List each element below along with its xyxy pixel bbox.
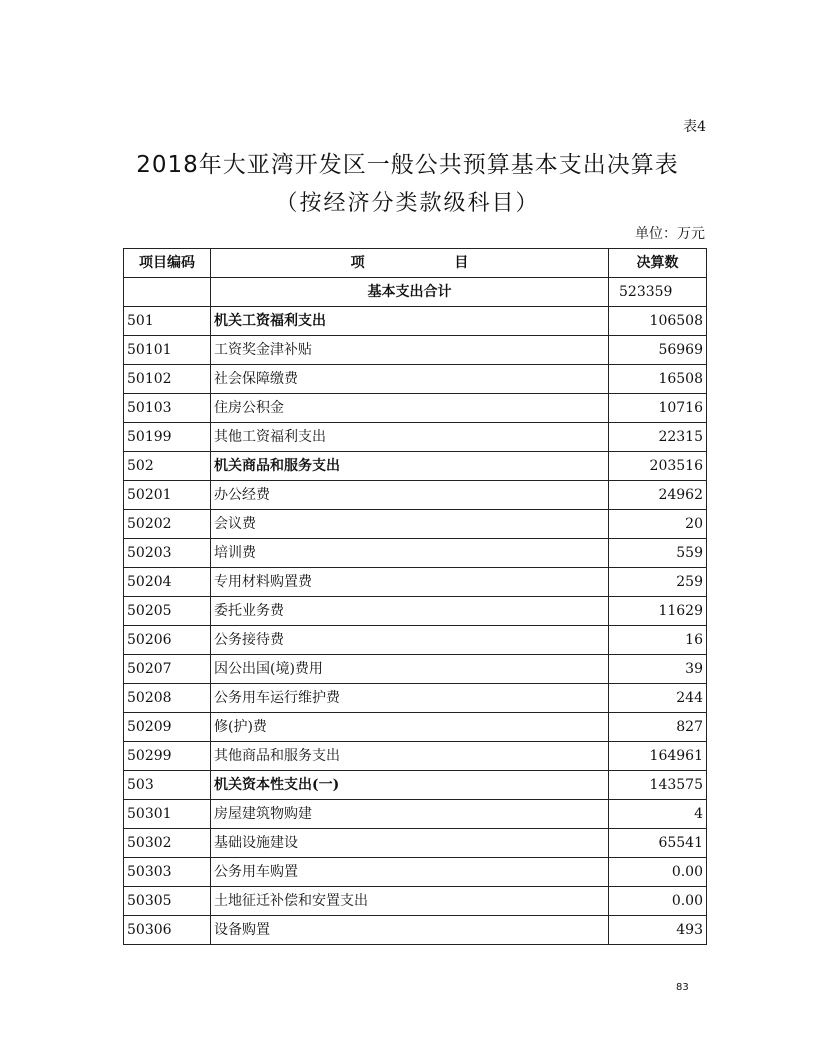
row-amount: 22315 (609, 423, 707, 452)
table-row (124, 539, 707, 568)
table-row (124, 887, 707, 916)
row-amount: 16 (609, 626, 707, 655)
table-row (124, 771, 707, 800)
page-subtitle: （按经济分类款级科目） (275, 191, 540, 216)
row-name: 办公经费 (211, 481, 609, 510)
row-code: 502 (124, 452, 211, 481)
expenditure-table (123, 248, 707, 945)
row-code: 50303 (124, 858, 211, 887)
row-code: 50206 (124, 626, 211, 655)
row-amount: 106508 (609, 307, 707, 336)
table-row (124, 655, 707, 684)
row-name: 机关资本性支出(一) (211, 771, 609, 800)
row-code: 50103 (124, 394, 211, 423)
table-row (124, 394, 707, 423)
row-amount: 10716 (609, 394, 707, 423)
total-name: 基本支出合计 (211, 278, 609, 307)
row-amount: 20 (609, 510, 707, 539)
header-item-a: 项 (350, 255, 365, 271)
row-code: 50204 (124, 568, 211, 597)
row-amount: 0.00 (609, 887, 707, 916)
row-name: 基础设施建设 (211, 829, 609, 858)
table-row (124, 742, 707, 771)
table-row (124, 423, 707, 452)
row-name: 专用材料购置费 (211, 568, 609, 597)
row-code: 501 (124, 307, 211, 336)
row-amount: 24962 (609, 481, 707, 510)
row-code: 50205 (124, 597, 211, 626)
row-name: 因公出国(境)费用 (211, 655, 609, 684)
table-row (124, 829, 707, 858)
row-code: 50301 (124, 800, 211, 829)
table-row (124, 452, 707, 481)
row-code: 50209 (124, 713, 211, 742)
table-row (124, 365, 707, 394)
row-name: 公务用车运行维护费 (211, 684, 609, 713)
row-code: 50305 (124, 887, 211, 916)
row-amount: 259 (609, 568, 707, 597)
total-row (124, 278, 707, 307)
header-item-b: 目 (454, 255, 469, 271)
table-row (124, 336, 707, 365)
page-title: 2018年大亚湾开发区一般公共预算基本支出决算表 (136, 152, 679, 178)
row-amount: 244 (609, 684, 707, 713)
total-amount: 523359 (609, 278, 707, 307)
header-code: 项目编码 (124, 249, 211, 278)
row-name: 土地征迁补偿和安置支出 (211, 887, 609, 916)
row-amount: 164961 (609, 742, 707, 771)
row-name: 工资奖金津补贴 (211, 336, 609, 365)
table-header-row (124, 249, 707, 278)
row-amount: 0.00 (609, 858, 707, 887)
row-name: 住房公积金 (211, 394, 609, 423)
row-amount: 4 (609, 800, 707, 829)
row-name: 会议费 (211, 510, 609, 539)
row-code: 50306 (124, 916, 211, 945)
row-code: 50203 (124, 539, 211, 568)
row-name: 社会保障缴费 (211, 365, 609, 394)
total-code (124, 278, 211, 307)
row-code: 50201 (124, 481, 211, 510)
row-amount: 11629 (609, 597, 707, 626)
table-row (124, 626, 707, 655)
row-amount: 493 (609, 916, 707, 945)
table-row (124, 597, 707, 626)
row-code: 50299 (124, 742, 211, 771)
row-code: 50102 (124, 365, 211, 394)
row-name: 公务用车购置 (211, 858, 609, 887)
row-amount: 56969 (609, 336, 707, 365)
table-row (124, 916, 707, 945)
row-amount: 39 (609, 655, 707, 684)
table-row (124, 568, 707, 597)
table-row (124, 510, 707, 539)
row-amount: 65541 (609, 829, 707, 858)
page-number: 83 (676, 982, 689, 993)
table-label: 表4 (683, 119, 706, 135)
row-code: 50202 (124, 510, 211, 539)
table-row (124, 858, 707, 887)
row-name: 修(护)费 (211, 713, 609, 742)
row-name: 培训费 (211, 539, 609, 568)
row-amount: 16508 (609, 365, 707, 394)
row-name: 其他商品和服务支出 (211, 742, 609, 771)
table-row (124, 307, 707, 336)
row-code: 50101 (124, 336, 211, 365)
row-code: 50208 (124, 684, 211, 713)
table-row (124, 713, 707, 742)
row-code: 50199 (124, 423, 211, 452)
row-name: 其他工资福利支出 (211, 423, 609, 452)
table-row (124, 800, 707, 829)
row-amount: 143575 (609, 771, 707, 800)
unit-label: 单位：万元 (635, 226, 705, 242)
header-item (211, 249, 609, 278)
row-name: 公务接待费 (211, 626, 609, 655)
row-amount: 827 (609, 713, 707, 742)
row-name: 设备购置 (211, 916, 609, 945)
row-amount: 559 (609, 539, 707, 568)
row-code: 503 (124, 771, 211, 800)
row-name: 房屋建筑物购建 (211, 800, 609, 829)
row-amount: 203516 (609, 452, 707, 481)
row-name: 机关工资福利支出 (211, 307, 609, 336)
table-row (124, 481, 707, 510)
table-row (124, 684, 707, 713)
row-name: 机关商品和服务支出 (211, 452, 609, 481)
row-code: 50302 (124, 829, 211, 858)
row-name: 委托业务费 (211, 597, 609, 626)
header-amount: 决算数 (609, 249, 707, 278)
row-code: 50207 (124, 655, 211, 684)
